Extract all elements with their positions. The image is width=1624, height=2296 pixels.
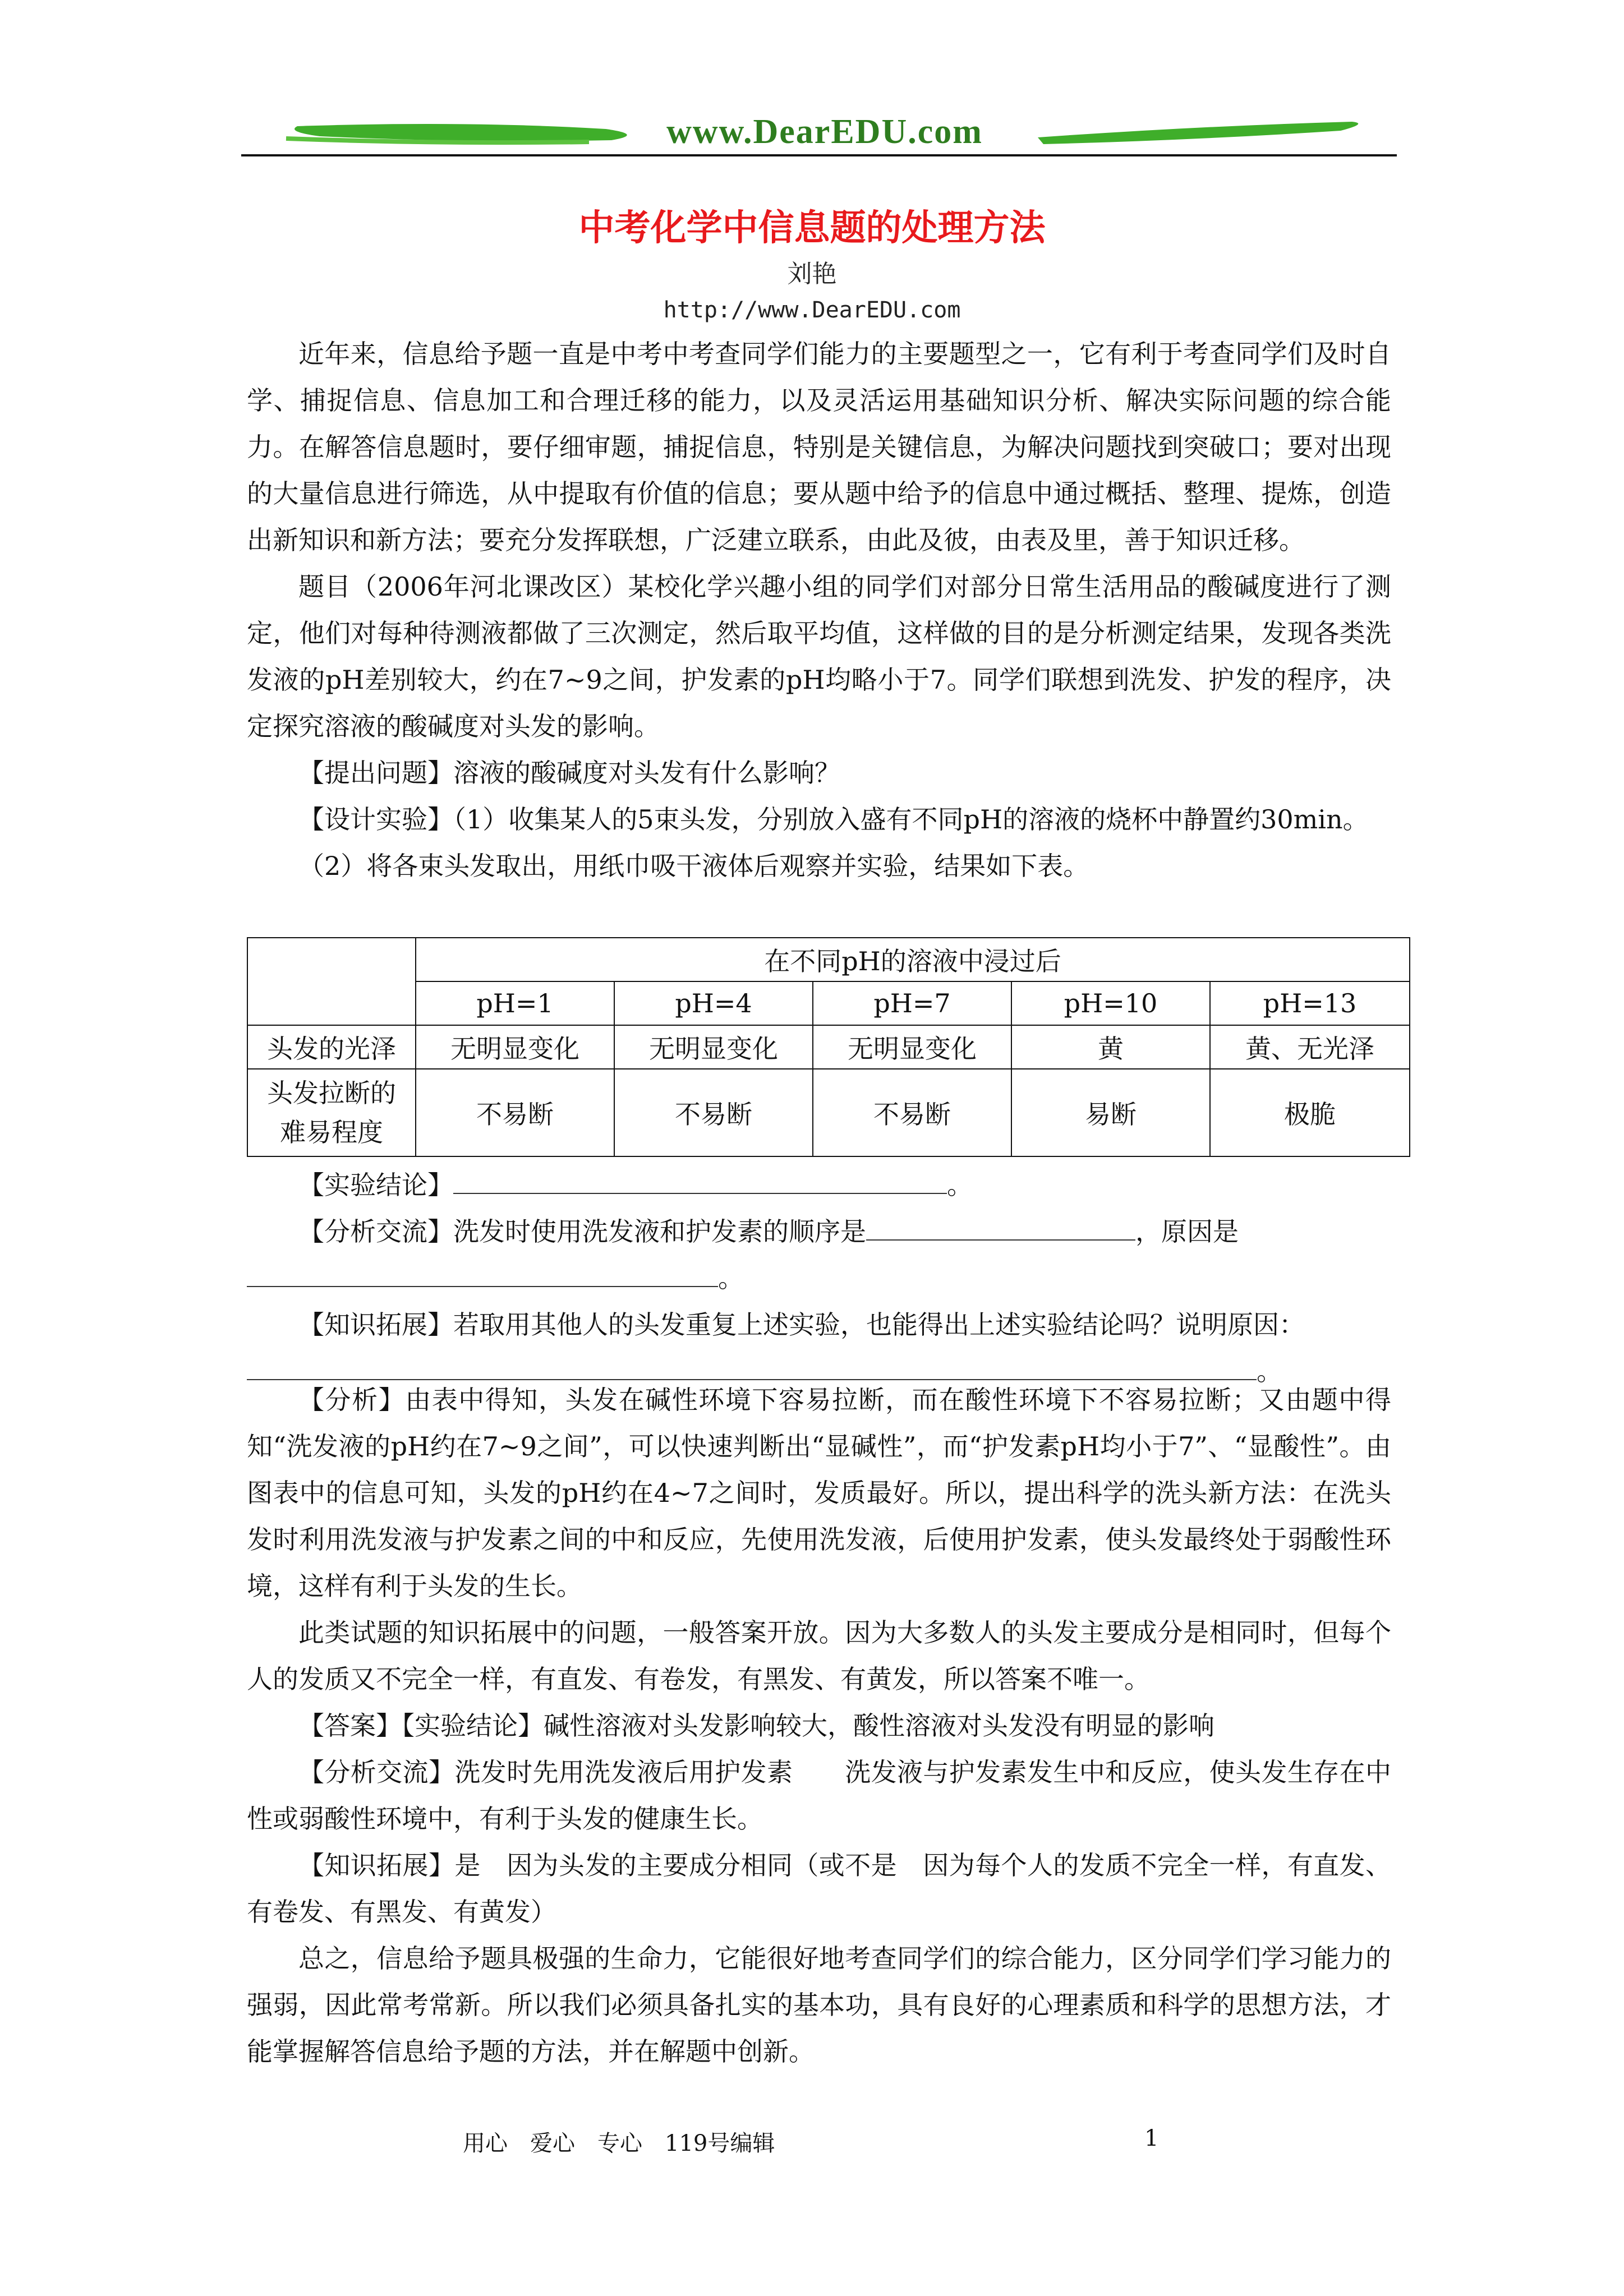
results-table (247, 937, 1410, 1157)
paragraph-exchange-blank-2: 。 (247, 1255, 1391, 1302)
table-row-header: 头发的光泽 (247, 1025, 416, 1069)
table-cell: 不易断 (416, 1069, 614, 1156)
table-cell: 易断 (1011, 1069, 1210, 1156)
page-header (241, 109, 1397, 160)
table-col-header: pH=7 (813, 981, 1011, 1025)
table-cell: 极脆 (1210, 1069, 1410, 1156)
paragraph-raise-question: 【提出问题】溶液的酸碱度对头发有什么影响？ (298, 758, 840, 788)
table-row (247, 1069, 1410, 1156)
answer-blank (866, 1217, 1135, 1241)
paragraph-answer-conclusion: 【答案】【实验结论】碱性溶液对头发影响较大，酸性溶液对头发没有明显的影响 (298, 1711, 1214, 1741)
paragraph-answer-exchange: 【分析交流】洗发时先用洗发液后用护发素 洗发液与护发素发生中和反应，使头发生存在中性或弱酸性环境中，有利于头发的健康生长。 (247, 1757, 1391, 1834)
paragraph-answer-expand: 【知识拓展】是 因为头发的主要成分相同（或不是 因为每个人的发质不完全一样，有直发、有卷发、有黑发、有黄发） (247, 1850, 1391, 1927)
table-col-header: pH=4 (614, 981, 813, 1025)
answer-blank (453, 1170, 947, 1194)
paragraph-conclusion-blank: 【实验结论】 。 (298, 1170, 973, 1200)
table-cell: 无明显变化 (416, 1025, 614, 1069)
intro-section (247, 331, 1391, 889)
document-title: 中考化学中信息题的处理方法 (578, 208, 1046, 249)
table-cell: 黄、无光泽 (1210, 1025, 1410, 1069)
page-number: 1 (1144, 2126, 1159, 2151)
table-cell: 无明显变化 (614, 1025, 813, 1069)
footer-slogan: 用心 爱心 专心 119号编辑 (463, 2131, 775, 2156)
table-row-header (247, 1069, 416, 1156)
table-col-header: pH=13 (1210, 981, 1410, 1025)
paragraph-exchange-blank: 【分析交流】洗发时使用洗发液和护发素的顺序是 ，原因是 (298, 1216, 1239, 1247)
paragraph-summary: 总之，信息给予题具极强的生命力，它能很好地考查同学们的综合能力，区分同学们学习能力的强弱，因此常考常新。所以我们必须具备扎实的基本功，具有良好的心理素质和科学的思想方法，才能掌握解答信息给予题的方法，并在解题中创新。 (247, 1943, 1391, 2067)
source-url: http://www.DearEDU.com (663, 297, 961, 323)
paragraph-analysis: 【分析】由表中得知，头发在碱性环境下容易拉断，而在酸性环境下不容易拉断；又由题中得知“洗发液的pH约在7~9之间”，可以快速判断出“显碱性”，而“护发素pH均小于7”、“显酸性”。由图表中的信息可知，头发的pH约在4~7之间时，发质最好。所以，提出科学的洗头新方法：在洗头发时利用洗发液与护发素之间的中和反应，先使用洗发液，后使用护发素，使头发最终处于弱酸性环境，这样有利于头发的生长。 (247, 1385, 1391, 1601)
table-cell: 不易断 (614, 1069, 813, 1156)
table-cell: 不易断 (813, 1069, 1011, 1156)
paragraph-open-answer: 此类试题的知识拓展中的问题，一般答案开放。因为大多数人的头发主要成分是相同时，但每个人的发质又不完全一样，有直发、有卷发，有黑发、有黄发，所以答案不唯一。 (247, 1617, 1391, 1694)
table-group-header: 在不同pH的溶液中浸过后 (416, 938, 1410, 981)
answer-blank (247, 1264, 718, 1287)
table-row (247, 1025, 1410, 1069)
paragraph-design-2: （2）将各束头发取出，用纸巾吸干液体后观察并实验，结果如下表。 (298, 851, 1089, 881)
site-logo-text: www.DearEDU.com (666, 113, 983, 151)
header-rule (241, 154, 1397, 156)
table-cell: 无明显变化 (813, 1025, 1011, 1069)
paragraph-expand-blank: 【知识拓展】若取用其他人的头发重复上述实验，也能得出上述实验结论吗？说明原因： (298, 1310, 1305, 1340)
table-col-header: pH=1 (416, 981, 614, 1025)
row-header-line-2: 难易程度 (280, 1117, 383, 1147)
table-corner-cell (247, 938, 416, 1025)
table-col-header: pH=10 (1011, 981, 1210, 1025)
paragraph-design-1: 【设计实验】（1）收集某人的5束头发，分别放入盛有不同pH的溶液的烧杯中静置约30min。 (298, 804, 1369, 835)
row-header-line-1: 头发拉断的 (267, 1078, 396, 1108)
paragraph-question: 题目（2006年河北课改区）某校化学兴趣小组的同学们对部分日常生活用品的酸碱度进行了测定，他们对每种待测液都做了三次测定，然后取平均值，这样做的目的是分析测定结果，发现各类洗发液的pH差别较大，约在7~9之间，护发素的pH均略小于7。同学们联想到洗发、护发的程序，决定探究溶液的酸碱度对头发的影响。 (247, 571, 1391, 741)
analysis-section (247, 1377, 1391, 2075)
blanks-section (247, 1162, 1391, 1395)
paragraph-intro: 近年来，信息给予题一直是中考中考查同学们能力的主要题型之一，它有利于考查同学们及时自学、捕捉信息、信息加工和合理迁移的能力，以及灵活运用基础知识分析、解决实际问题的综合能力。在解答信息题时，要仔细审题，捕捉信息，特别是关键信息，为解决问题找到突破口；要对出现的大量信息进行筛选，从中提取有价值的信息；要从题中给予的信息中通过概括、整理、提炼，创造出新知识和新方法；要充分发挥联想，广泛建立联系，由此及彼，由表及里，善于知识迁移。 (247, 339, 1391, 555)
paragraph-expand-blank-2: 。 (247, 1348, 1391, 1395)
author: 刘艳 (787, 260, 837, 288)
table-cell: 黄 (1011, 1025, 1210, 1069)
